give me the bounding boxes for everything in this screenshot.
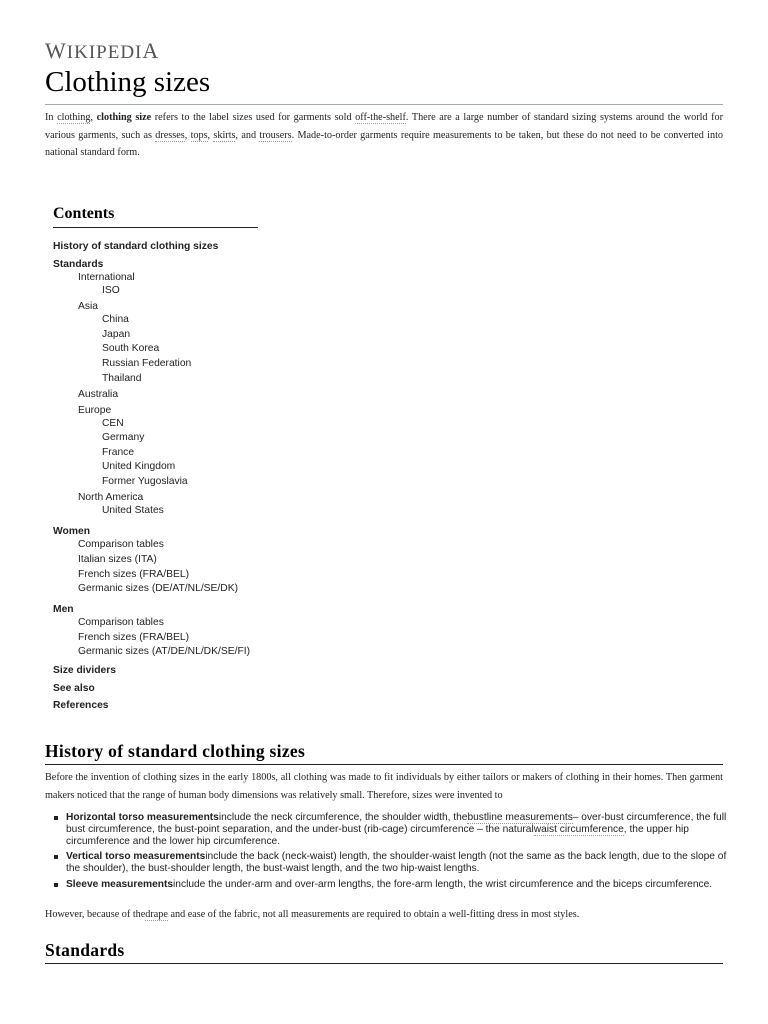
toc-item[interactable]: Germany (102, 432, 145, 443)
history-divider (45, 764, 723, 765)
list-item: Vertical torso measurementsinclude the back (neck-waist) length, the shoulder-waist length (not the same as the back length, due to the slope of the shoulder), the bust-shoulder length, the bust-waist length, and the two hip-waist lengths. (45, 851, 735, 875)
toc-item[interactable]: North America (78, 492, 144, 503)
toc-divider (53, 227, 258, 228)
toc-item[interactable]: CEN (102, 418, 124, 429)
title-divider (45, 104, 723, 105)
link-dresses[interactable]: dresses (155, 129, 185, 141)
toc-item[interactable]: Comparison tables (78, 539, 164, 550)
link-waist-circumference[interactable]: waist circumference (533, 823, 624, 835)
toc-title: Contents (53, 205, 115, 222)
wikipedia-logo[interactable]: WIKIPEDIA (45, 38, 160, 63)
toc-item[interactable]: Size dividers (53, 665, 116, 676)
standards-divider (45, 963, 723, 964)
toc-item[interactable]: Men (53, 604, 74, 615)
link-clothing[interactable]: clothing (57, 112, 91, 123)
toc-item[interactable]: French sizes (FRA/BEL) (78, 632, 190, 643)
list-item: Sleeve measurementsinclude the under-arm and over-arm lengths, the fore-arm length, the wrist circumference and the biceps circumference. (45, 879, 735, 891)
toc-item[interactable]: United States (102, 505, 164, 516)
history-heading: History of standard clothing sizes (45, 741, 306, 761)
toc-item[interactable]: ISO (102, 285, 120, 296)
toc-item[interactable]: Germanic sizes (DE/AT/NL/SE/DK) (78, 583, 239, 594)
toc-item[interactable]: China (102, 314, 129, 325)
toc-item[interactable]: Japan (102, 329, 131, 340)
toc-item[interactable]: Europe (78, 405, 112, 416)
toc-item[interactable]: Australia (78, 389, 119, 400)
drape-paragraph: However, because of thedrape and ease of the fabric, not all measurements are required to obtain a well-fitting dress in most styles. (45, 909, 580, 920)
table-of-contents (53, 205, 263, 711)
link-trousers[interactable]: trousers (259, 129, 292, 141)
toc-item[interactable]: United Kingdom (102, 461, 176, 472)
page-title: Clothing sizes (45, 66, 211, 98)
toc-item[interactable]: Thailand (102, 373, 142, 384)
history-paragraph: Before the invention of clothing sizes in the early 1800s, all clothing was made to fit individuals by either tailors or makers of clothing in their homes. Then garment makers noticed that the range of human body dimensions was relatively small. Therefore, sizes were invented to (45, 772, 723, 801)
toc-item[interactable]: Italian sizes (ITA) (78, 554, 157, 565)
toc-item[interactable]: South Korea (102, 343, 160, 354)
toc-item[interactable]: See also (53, 683, 95, 694)
measurement-list (45, 812, 735, 895)
toc-item[interactable]: Comparison tables (78, 617, 164, 628)
toc-item[interactable]: Asia (78, 301, 99, 312)
link-off-the-shelf[interactable]: off-the-shelf (355, 112, 406, 123)
toc-item[interactable]: International (78, 272, 135, 283)
link-drape[interactable]: drape (145, 909, 168, 920)
link-bustline-measurements[interactable]: bustline measurements (467, 812, 573, 823)
toc-item[interactable]: History of standard clothing sizes (53, 241, 219, 252)
intro-paragraph: In clothing, clothing size refers to the label sizes used for garments sold off-the-shelf. There are a large number of standard sizing systems around the world for various garments, such as dresses, tops, skirts, and trousers. Made-to-order garments require measurements to be taken, but these do not need to be converted into national standard form. (45, 112, 724, 158)
link-tops[interactable]: tops (190, 129, 208, 141)
toc-item[interactable]: Standards (53, 259, 104, 270)
toc-item[interactable]: French sizes (FRA/BEL) (78, 569, 190, 580)
toc-item[interactable]: Germanic sizes (AT/DE/NL/DK/SE/FI) (78, 646, 251, 657)
standards-heading: Standards (45, 940, 125, 960)
toc-item[interactable]: References (53, 700, 109, 711)
toc-item[interactable]: Women (53, 526, 90, 537)
toc-item[interactable]: Russian Federation (102, 358, 192, 369)
toc-item[interactable]: Former Yugoslavia (102, 476, 188, 487)
list-item: Horizontal torso measurementsinclude the neck circumference, the shoulder width, thebustline measurements– over-bust circumference, the full bust circumference, the bust-point separation, and the under-bust (rib-cage) circumference – the naturalwaist circumference, the upper hip circumference and the lower hip circumference. (45, 812, 735, 847)
link-skirts[interactable]: skirts (213, 129, 236, 141)
toc-item[interactable]: France (102, 447, 135, 458)
